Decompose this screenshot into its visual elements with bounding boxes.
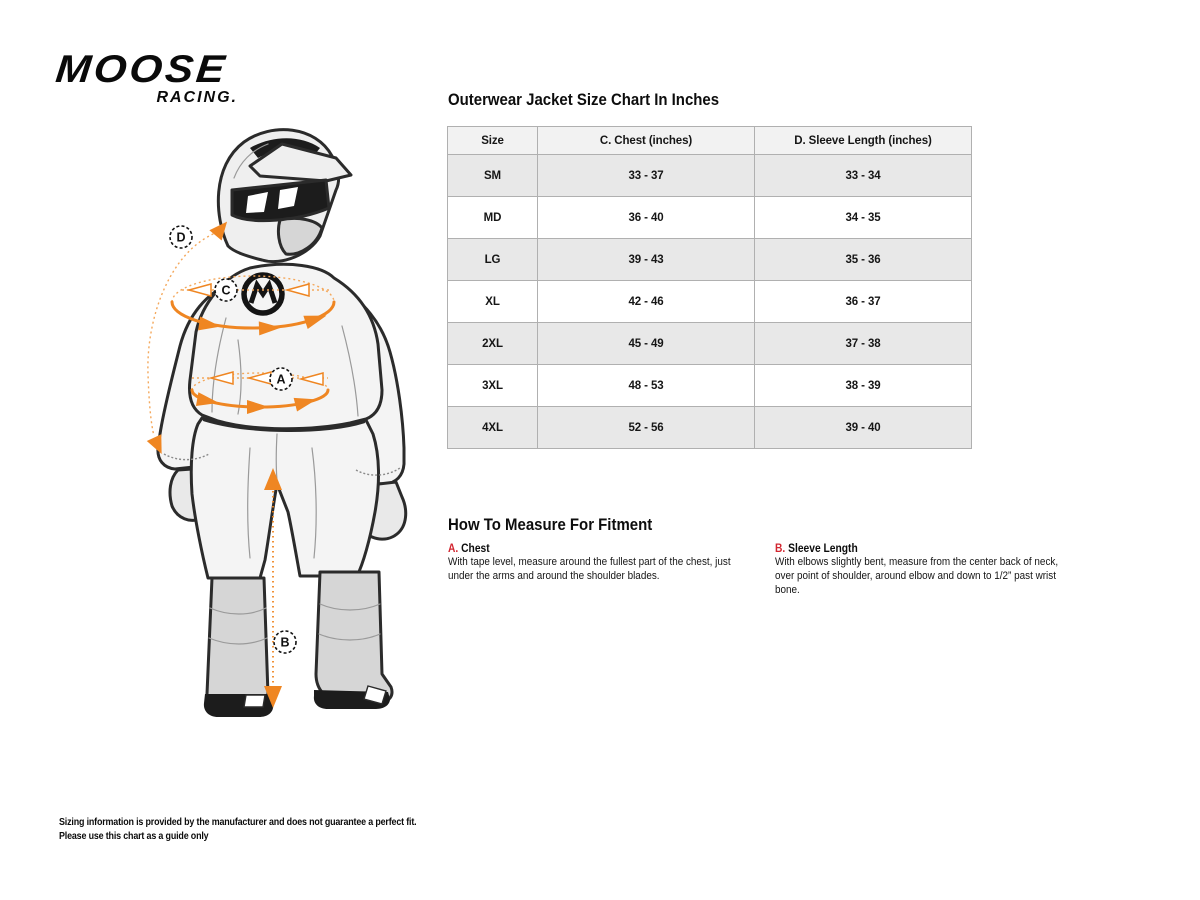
table-cell-size: XL bbox=[485, 295, 500, 308]
measure-name-chest: Chest bbox=[461, 541, 490, 555]
table-cell-sleeve: 38 - 39 bbox=[754, 365, 971, 406]
table-cell-chest: 52 - 56 bbox=[537, 407, 754, 448]
disclaimer-line-2: Please use this chart as a guide only bbox=[59, 829, 209, 842]
measure-name-sleeve: Sleeve Length bbox=[788, 541, 858, 555]
measure-badge-a bbox=[270, 368, 292, 390]
measurement-diagram bbox=[130, 118, 450, 758]
table-cell-chest: 42 - 46 bbox=[537, 281, 754, 322]
table-cell-chest: 39 - 43 bbox=[537, 239, 754, 280]
measure-text-sleeve: With elbows slightly bent, measure from the center back of neck, over point of shoulder, around elbow and down to 1/2” past wrist bone. bbox=[775, 556, 1059, 596]
table-row bbox=[448, 280, 971, 322]
measure-item-sleeve bbox=[775, 541, 1078, 597]
column-header-size: Size bbox=[481, 134, 504, 147]
page-title: Outerwear Jacket Size Chart In Inches bbox=[448, 90, 720, 109]
brand-logo-moose: MOOSE bbox=[53, 47, 230, 91]
table-cell-sleeve: 33 - 34 bbox=[754, 155, 971, 196]
table-row bbox=[448, 196, 971, 238]
table-cell-sleeve: 39 - 40 bbox=[754, 407, 971, 448]
measure-letter-a: A. bbox=[448, 541, 459, 555]
table-cell-size: SM bbox=[483, 169, 502, 182]
table-row bbox=[448, 238, 971, 280]
measure-badge-b bbox=[274, 631, 296, 653]
measure-item-sleeve-heading bbox=[775, 541, 1078, 556]
table-cell-sleeve: 34 - 35 bbox=[754, 197, 971, 238]
svg-text:B: B bbox=[280, 635, 290, 650]
disclaimer-line-1: Sizing information is provided by the manufacturer and does not guarantee a perfect fit. bbox=[59, 816, 417, 828]
table-cell-size: 3XL bbox=[482, 379, 503, 392]
rider-illustration bbox=[158, 130, 406, 717]
table-row bbox=[448, 322, 971, 364]
table-cell-chest: 36 - 40 bbox=[537, 197, 754, 238]
svg-text:A: A bbox=[276, 372, 286, 387]
table-row bbox=[448, 154, 971, 196]
svg-text:D: D bbox=[176, 230, 186, 245]
column-header-sleeve: D. Sleeve Length (inches) bbox=[754, 127, 971, 154]
brand-logo bbox=[53, 47, 244, 106]
table-cell-sleeve: 35 - 36 bbox=[754, 239, 971, 280]
table-cell-chest: 48 - 53 bbox=[537, 365, 754, 406]
svg-text:C: C bbox=[221, 283, 231, 298]
table-cell-chest: 33 - 37 bbox=[537, 155, 754, 196]
table-cell-sleeve: 37 - 38 bbox=[754, 323, 971, 364]
measure-badge-d bbox=[170, 226, 192, 248]
size-table bbox=[447, 126, 972, 449]
table-cell-size: 2XL bbox=[482, 337, 503, 350]
table-cell-sleeve: 36 - 37 bbox=[754, 281, 971, 322]
disclaimer bbox=[59, 816, 416, 843]
table-row bbox=[448, 406, 971, 448]
size-table-body bbox=[448, 154, 971, 448]
brand-logo-racing: RACING. bbox=[156, 89, 238, 106]
measure-item-chest-heading bbox=[448, 541, 751, 556]
table-cell-size: LG bbox=[484, 253, 501, 266]
measure-letter-b: B. bbox=[775, 541, 786, 555]
column-header-chest: C. Chest (inches) bbox=[537, 127, 754, 154]
measure-text-chest: With tape level, measure around the fullest part of the chest, just under the arms and around the shoulder blades. bbox=[448, 556, 731, 582]
measure-item-chest bbox=[448, 541, 751, 584]
table-row bbox=[448, 364, 971, 406]
table-cell-size: 4XL bbox=[482, 421, 503, 434]
size-table-header-row bbox=[448, 127, 971, 154]
measure-section-title: How To Measure For Fitment bbox=[448, 515, 653, 534]
table-cell-chest: 45 - 49 bbox=[537, 323, 754, 364]
table-cell-size: MD bbox=[483, 211, 502, 224]
measure-badge-c bbox=[215, 279, 237, 301]
